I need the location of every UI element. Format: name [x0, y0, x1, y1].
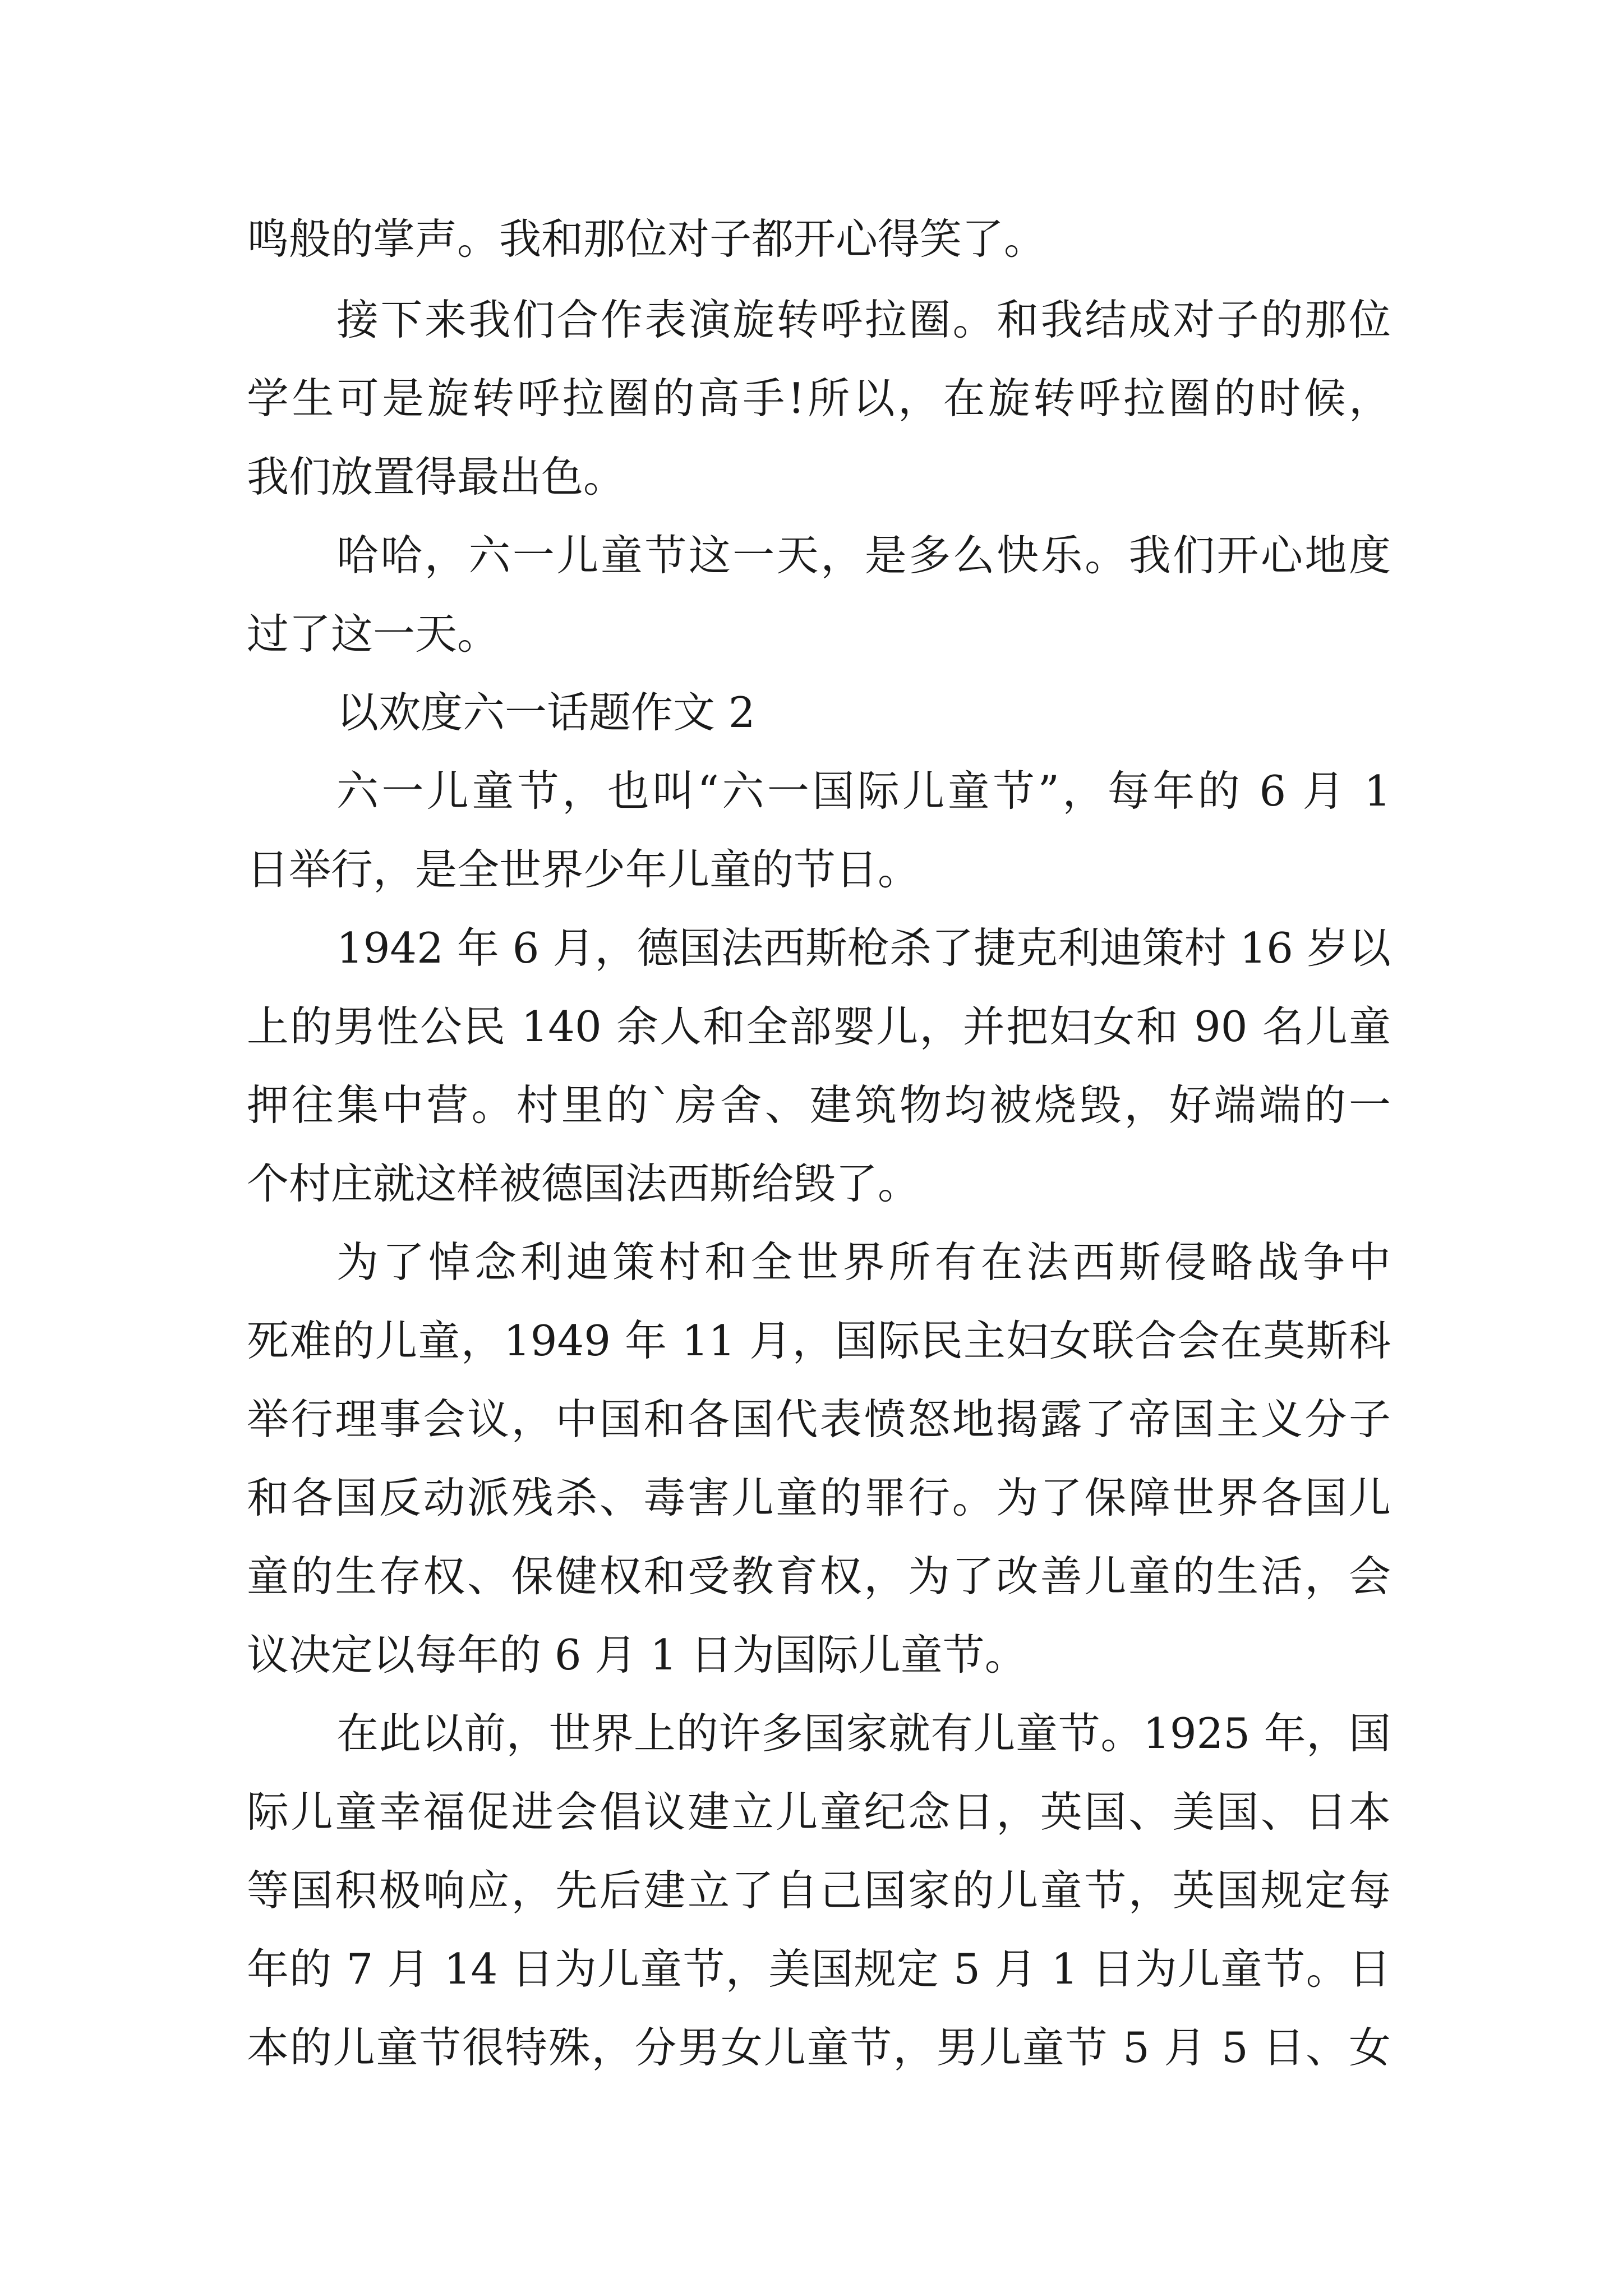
text-line: 六一儿童节，也叫“六一国际儿童节”，每年的 6 月 1 — [336, 766, 1391, 816]
text-line: 个村庄就这样被德国法西斯给毁了。 — [247, 1159, 920, 1208]
text-line: 接下来我们合作表演旋转呼拉圈。和我结成对子的那位 — [336, 295, 1391, 344]
text-line: 际儿童幸福促进会倡议建立儿童纪念日，英国、美国、日本 — [247, 1787, 1391, 1837]
text-line: 日举行，是全世界少年儿童的节日。 — [247, 845, 920, 894]
text-line: 年的 7 月 14 日为儿童节，美国规定 5 月 1 日为儿童节。日 — [247, 1944, 1391, 1994]
text-line: 鸣般的掌声。我和那位对子都开心得笑了。 — [247, 214, 1046, 264]
text-line: 1942 年 6 月，德国法西斯枪杀了捷克利迪策村 16 岁以 — [336, 923, 1391, 973]
text-line: 我们放置得最出色。 — [247, 452, 626, 501]
text-line: 和各国反动派残杀、毒害儿童的罪行。为了保障世界各国儿 — [247, 1473, 1391, 1522]
text-line: 上的男性公民 140 余人和全部婴儿，并把妇女和 90 名儿童 — [247, 1002, 1391, 1051]
text-line: 死难的儿童，1949 年 11 月，国际民主妇女联合会在莫斯科 — [247, 1316, 1391, 1365]
text-line: 在此以前，世界上的许多国家就有儿童节。1925 年，国 — [336, 1709, 1391, 1758]
text-line: 举行理事会议，中国和各国代表愤怒地揭露了帝国主义分子 — [247, 1395, 1391, 1444]
text-line: 为了悼念利迪策村和全世界所有在法西斯侵略战争中 — [336, 1237, 1391, 1287]
text-line: 等国积极响应，先后建立了自己国家的儿童节，英国规定每 — [247, 1866, 1391, 1915]
text-line: 哈哈，六一儿童节这一天，是多么快乐。我们开心地度 — [336, 531, 1391, 580]
text-line: 本的儿童节很特殊，分男女儿童节，男儿童节 5 月 5 日、女 — [247, 2023, 1391, 2072]
text-line: 童的生存权、保健权和受教育权，为了改善儿童的生活，会 — [247, 1552, 1391, 1601]
text-line: 押往集中营。村里的`房舍、建筑物均被烧毁，好端端的一 — [247, 1080, 1391, 1130]
text-line: 学生可是旋转呼拉圈的高手!所以，在旋转呼拉圈的时候， — [247, 374, 1391, 423]
text-line: 议决定以每年的 6 月 1 日为国际儿童节。 — [247, 1630, 1027, 1680]
section-heading: 以欢度六一话题作文 2 — [336, 688, 755, 737]
text-line: 过了这一天。 — [247, 609, 500, 659]
